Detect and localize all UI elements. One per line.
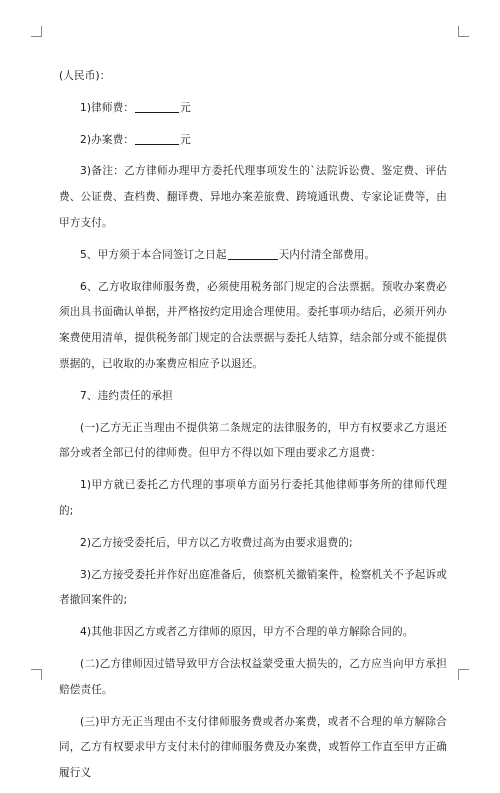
case-fee-line <box>59 128 447 154</box>
payment-deadline-pre: 5、甲方须于本合同签订之日起 <box>80 248 227 261</box>
case-fee-label: 2)办案费： <box>80 133 135 146</box>
currency-line: (人民币)： <box>59 70 111 82</box>
crop-mark-bottom-left <box>31 669 42 680</box>
liability-clause-1-item-c: 3)乙方接受委托并作好出庭准备后，侦察机关撤销案件，检察机关不予起诉或者撤回案件的; <box>59 568 447 607</box>
invoice-paragraph: 6、乙方收取律师服务费，必须使用税务部门规定的合法票据。预收办案费必须出具书面确认单据，并严格按约定用途合理使用。委托事项办结后，必须开列办案费使用清单，提供税务部门规定的合法票据与委托人结算，结余部分或不能提供票据的，已收取的办案费应相应予以退还。 <box>59 280 447 370</box>
payment-days-blank[interactable] <box>228 247 278 260</box>
case-fee-blank[interactable] <box>135 132 179 145</box>
liability-clause-1-item-d: 4)其他非因乙方或者乙方律师的原因，甲方不合理的单方解除合同的。 <box>80 626 414 639</box>
lawyer-fee-blank[interactable] <box>135 100 179 113</box>
case-fee-unit: 元 <box>180 133 191 146</box>
lawyer-fee-label: 1)律师费： <box>80 101 135 114</box>
payment-deadline-paragraph <box>59 243 447 269</box>
payment-deadline-post: 天内付清全部费用。 <box>278 248 376 261</box>
lawyer-fee-line <box>59 96 447 122</box>
liability-clause-1: (一)乙方无正当理由不提供第二条规定的法律服务的，甲方有权要求乙方退还部分或者全部已付的律师费。但甲方不得以如下理由要求乙方退费： <box>59 421 447 460</box>
lawyer-fee-unit: 元 <box>180 101 191 114</box>
document-body <box>59 64 447 793</box>
liability-clause-1-item-a: 1)甲方就已委托乙方代理的事项单方面另行委托其他律师事务所的律师代理的; <box>59 479 447 517</box>
liability-clause-1-item-b: 2)乙方接受委托后，甲方以乙方收费过高为由要求退费的; <box>80 536 353 549</box>
liability-clause-3: (三)甲方无正当理由不支付律师服务费或者办案费，或者不合理的单方解除合同，乙方有权要求甲方支付未付的律师服务费及办案费，或暂停工作直至甲方正确履行义 <box>59 715 447 780</box>
crop-mark-top-right <box>458 26 469 37</box>
crop-mark-top-left <box>31 26 42 37</box>
liability-title: 7、违约责任的承担 <box>80 389 173 402</box>
liability-clause-2: (二)乙方律师因过错导致甲方合法权益蒙受重大损失的，乙方应当向甲方承担赔偿责任。 <box>59 657 447 696</box>
note-paragraph: 3)备注：乙方律师办理甲方委托代理事项发生的`法院诉讼费、鉴定费、评估费、公证费、查档费、翻译费、异地办案差旅费、跨境通讯费、专家论证费等，由甲方支付。 <box>59 165 447 229</box>
crop-mark-bottom-right <box>458 669 469 680</box>
